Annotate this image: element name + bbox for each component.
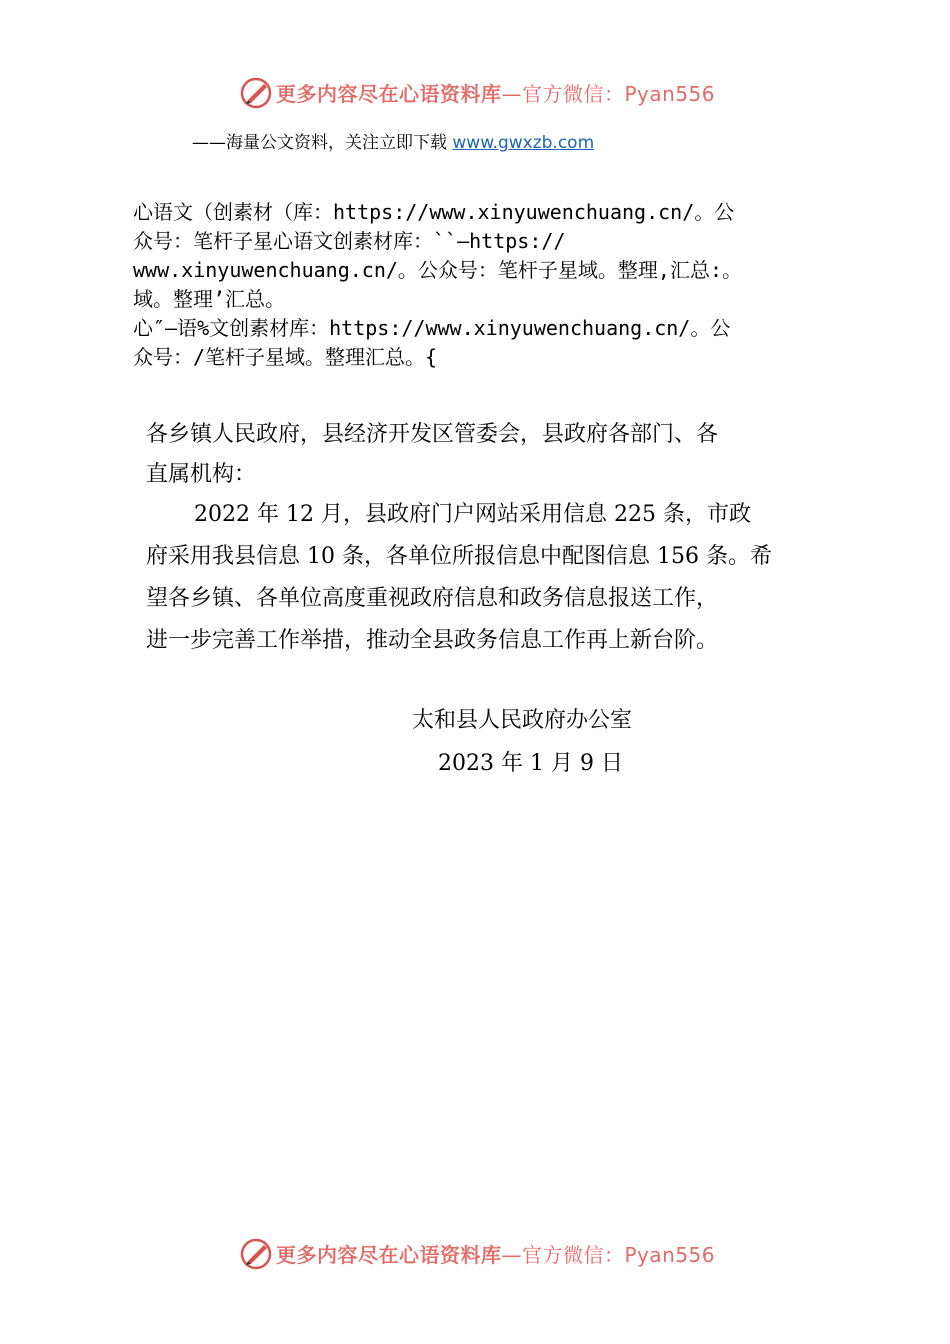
pen-logo-icon [238, 74, 274, 110]
body-line: 府采用我县信息 10 条，各单位所报信息中配图信息 156 条。希 [146, 544, 772, 569]
watermark-line: www.xinyuwenchuang.cn/。公众号：笔杆子星域。整理,汇总:。 [133, 258, 742, 282]
watermark-line: 域。整理’汇总。 [133, 287, 286, 311]
watermark-line: 众号：/笔杆子星域。整理汇总。{ [133, 345, 438, 369]
body-line: 望各乡镇、各单位高度重视政府信息和政务信息报送工作， [146, 586, 719, 611]
salutation [146, 415, 846, 495]
watermark-line: 心语文（创素材（库：https://www.xinyuwenchuang.cn/。公 [133, 200, 735, 224]
watermark-line: 心″—语%文创素材库：https://www.xinyuwenchuang.cn/。公 [133, 316, 731, 340]
salutation-line: 直属机构： [146, 462, 257, 487]
header-banner [0, 72, 950, 116]
watermark-text [133, 198, 853, 372]
download-link[interactable]: www.gwxzb.com [452, 133, 595, 153]
banner-text: 更多内容尽在心语资料库—官方微信：Pyan556 [276, 1243, 716, 1267]
salutation-line: 各乡镇人民政府，县经济开发区管委会，县政府各部门、各 [146, 422, 719, 447]
footer-banner [0, 1233, 950, 1277]
pen-logo-icon [238, 1235, 274, 1271]
signer: 太和县人民政府办公室 [412, 708, 633, 733]
body-line: 进一步完善工作举措，推动全县政务信息工作再上新台阶。 [146, 628, 719, 653]
subtitle: ——海量公文资料，关注立即下载 www.gwxzb.com [192, 133, 595, 153]
letter-body [146, 495, 846, 661]
body-line: 2022 年 12 月，县政府门户网站采用信息 225 条，市政 [194, 502, 751, 527]
banner-text: 更多内容尽在心语资料库—官方微信：Pyan556 [276, 82, 716, 106]
watermark-line: 众号：笔杆子星心语文创素材库：``—https:// [133, 229, 566, 253]
date: 2023 年 1 月 9 日 [438, 751, 623, 776]
